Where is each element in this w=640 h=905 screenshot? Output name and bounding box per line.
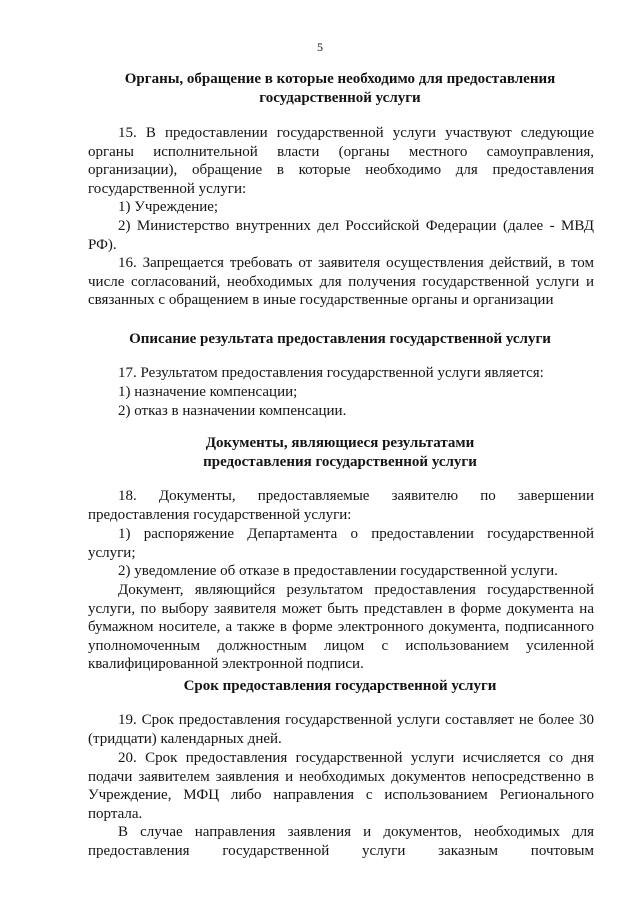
section-heading-term — [80, 677, 600, 696]
paragraph-text: 16. Запрещается требовать от заявителя осуществления действий, в том числе согласований, необходимых для получения государственной услуги и связанных с обращением в иные государственные органы и организации — [88, 255, 594, 309]
paragraph-text: 19. Срок предоставления государственной услуги составляет не более 30 (тридцати) календарных дней. — [88, 712, 594, 747]
paragraph-text: Документ, являющийся результатом предоставления государственной услуги, по выбору заявителя может быть представлен в форме документа на бумажном носителе, а также в форме электронного документа, подписанного уполномоченным должностным лицом с использованием усиленной квалифицированной электронной подписи. — [88, 582, 594, 673]
heading-line: предоставления государственной услуги — [203, 454, 477, 470]
heading-line: Срок предоставления государственной услуги — [183, 678, 497, 694]
heading-line: Документы, являющиеся результатами — [205, 435, 475, 451]
paragraph-text: 18. Документы, предоставляемые заявителю по завершении предоставления государственной услуги: — [88, 488, 594, 523]
paragraph-20-continued — [88, 823, 594, 860]
paragraph-18 — [88, 487, 594, 524]
paragraph-text: 15. В предоставлении государственной услуги участвуют следующие органы исполнительной власти (органы местного самоуправления, организации), обращение в которые необходимо для предоставления государственной услуги: — [88, 125, 594, 197]
paragraph-text: 20. Срок предоставления государственной услуги исчисляется со дня подачи заявителем заявления и необходимых документов непосредственно в Учреждение, МФЦ либо направления с использованием Регионального портала. — [88, 750, 594, 822]
heading-line: Описание результата предоставления государственной услуги — [129, 331, 551, 347]
page-number: 5 — [317, 40, 323, 54]
paragraph-15 — [88, 124, 594, 198]
list-item-text: 2) Министерство внутренних дел Российской Федерации (далее - МВД РФ). — [88, 218, 594, 253]
list-item-text: 1) Учреждение; — [118, 199, 219, 215]
heading-line: государственной услуги — [259, 90, 421, 106]
list-item-text: 1) распоряжение Департамента о предоставлении государственной услуги; — [88, 526, 594, 561]
list-item — [88, 562, 594, 581]
heading-line: Органы, обращение в которые необходимо для предоставления — [124, 71, 556, 87]
section-heading-documents — [80, 434, 600, 472]
section-heading-result — [80, 330, 600, 349]
paragraph-19 — [88, 711, 594, 748]
paragraph-text: В случае направления заявления и документов, необходимых для предоставления государственной услуги заказным почтовым — [88, 824, 594, 859]
paragraph-20 — [88, 749, 594, 823]
list-item — [88, 402, 594, 421]
paragraph-16 — [88, 254, 594, 310]
list-item-text: 2) уведомление об отказе в предоставлении государственной услуги. — [118, 563, 558, 579]
paragraph-17 — [88, 364, 594, 383]
paragraph-result-document — [88, 581, 594, 674]
section-heading-bodies — [80, 70, 600, 108]
list-item — [88, 525, 594, 562]
paragraph-text: 17. Результатом предоставления государственной услуги является: — [118, 365, 544, 381]
list-item-text: 2) отказ в назначении компенсации. — [118, 403, 347, 419]
list-item — [88, 217, 594, 254]
list-item — [88, 383, 594, 402]
list-item-text: 1) назначение компенсации; — [118, 384, 298, 400]
list-item — [88, 198, 594, 217]
